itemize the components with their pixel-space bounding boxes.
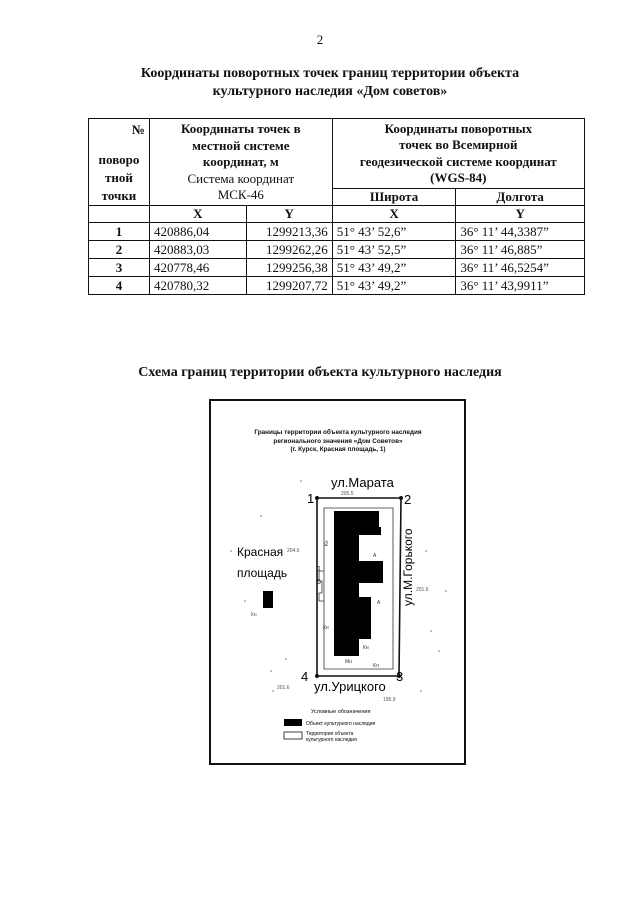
wgs-header-line-2: точек во Всемирной <box>399 137 518 152</box>
corner-point-2 <box>399 496 403 500</box>
heritage-building <box>334 511 383 656</box>
label-1: 1 <box>317 566 321 573</box>
wgs-header-line-4: (WGS-84) <box>430 170 487 185</box>
label-kn-4: Кн <box>251 612 257 618</box>
y2-header: Y <box>456 206 585 223</box>
table-row <box>89 259 585 277</box>
table-row <box>89 223 585 241</box>
map-title-line-2: регионального значения «Дом Советов» <box>273 437 403 445</box>
cell-y: 1299207,72 <box>246 277 332 295</box>
small-building <box>263 591 273 608</box>
document-title <box>140 65 520 101</box>
cell-x: 420886,04 <box>149 223 246 241</box>
point-label-1: 1 <box>307 491 315 506</box>
label-a-2: А <box>377 600 381 606</box>
cell-latitude: 51° 43’ 49,2” <box>332 277 456 295</box>
legend-territory-swatch <box>284 732 302 739</box>
point-number-header <box>89 119 150 206</box>
boundary-map <box>209 399 466 765</box>
wgs-header-line-1: Координаты поворотных <box>384 120 533 136</box>
legend-object-label: Объект культурного наследия <box>306 721 376 727</box>
cell-x: 420780,32 <box>149 277 246 295</box>
legend-title: Условные обозначения <box>311 709 371 715</box>
cell-latitude: 51° 43’ 49,2” <box>332 259 456 277</box>
point-number-label-2: тной <box>105 170 133 185</box>
x2-header: X <box>332 206 456 223</box>
cell-x: 420883,03 <box>149 241 246 259</box>
point-number: 3 <box>89 259 150 277</box>
number-symbol: № <box>131 122 145 137</box>
street-marata: ул.Марата <box>331 475 394 490</box>
cell-y: 1299213,36 <box>246 223 332 241</box>
point-label-2: 2 <box>404 492 412 507</box>
table-row <box>89 277 585 295</box>
wgs-header-line-3: геодезической системе координат <box>359 153 557 169</box>
parcel-step-detail <box>319 571 324 601</box>
point-number: 4 <box>89 277 150 295</box>
cell-longitude: 36° 11’ 43,9911” <box>456 277 585 295</box>
map-title-line-1: Границы территории объекта культурного наследия <box>254 429 422 436</box>
label-kl: Кл <box>373 663 379 669</box>
point-label-4: 4 <box>301 669 309 684</box>
coordinates-table <box>88 118 585 295</box>
square-label-2: площадь <box>237 566 288 580</box>
local-header-line-3: координат, м <box>202 154 279 169</box>
point-label-3: 3 <box>396 669 404 684</box>
local-coordinates-header <box>149 119 332 206</box>
cell-latitude: 51° 43’ 52,6” <box>332 223 456 241</box>
cell-y: 1299256,38 <box>246 259 332 277</box>
title-line-2: культурного наследия «Дом советов» <box>212 84 448 99</box>
title-line-1: Координаты поворотных точек границ территории объекта <box>140 66 520 81</box>
local-header-line-2: местной системе <box>192 137 290 153</box>
local-header-line-1: Координаты точек в <box>181 121 301 136</box>
legend-territory-label-2: культурного наследия <box>306 737 357 743</box>
legend-territory-label-1: Территория объекта <box>306 731 354 737</box>
cell-y: 1299262,26 <box>246 241 332 259</box>
elevation-bottom: 195.9 <box>383 697 396 703</box>
elevation-left: 201.6 <box>277 685 290 691</box>
cell-longitude: 36° 11’ 44,3387” <box>456 223 585 241</box>
legend-object-swatch <box>284 719 302 726</box>
corner-point-4 <box>315 674 319 678</box>
label-a: А <box>373 553 377 559</box>
longitude-header: Долгота <box>456 189 585 206</box>
label-kn-3: Кн <box>363 645 369 651</box>
street-gorkogo: ул.М.Горького <box>401 528 415 606</box>
latitude-header: Широта <box>332 189 456 206</box>
elevation-square: 204.6 <box>287 548 300 554</box>
cell-longitude: 36° 11’ 46,885” <box>456 241 585 259</box>
table-row <box>89 241 585 259</box>
label-kn: Кн <box>324 540 330 546</box>
y-header: Y <box>246 206 332 223</box>
label-5: 5 <box>317 579 321 586</box>
point-number: 2 <box>89 241 150 259</box>
map-title-line-3: (г. Курск, Красная площадь, 1) <box>290 446 386 453</box>
wgs-coordinates-header <box>332 119 584 189</box>
street-uritskogo: ул.Урицкого <box>314 679 386 694</box>
map-drawing <box>211 401 464 763</box>
scheme-title: Схема границ территории объекта культурного наследия <box>138 365 502 380</box>
elevation-right: 201.6 <box>416 587 429 593</box>
page-number: 2 <box>316 32 324 47</box>
local-header-line-5: МСК-46 <box>217 187 264 202</box>
corner-point-1 <box>315 496 319 500</box>
x-header: X <box>149 206 246 223</box>
local-header-line-4: Система координат <box>187 170 295 186</box>
cell-latitude: 51° 43’ 52,5” <box>332 241 456 259</box>
label-kn-2: Кн <box>323 625 329 631</box>
elevation-top: 205.5 <box>341 491 354 497</box>
label-mn: Мн <box>345 659 352 665</box>
point-number: 1 <box>89 223 150 241</box>
cell-longitude: 36° 11’ 46,5254” <box>456 259 585 277</box>
square-label-1: Красная <box>237 545 284 559</box>
point-number-label-3: точки <box>101 188 137 203</box>
cell-x: 420778,46 <box>149 259 246 277</box>
point-number-label-1: поворо <box>98 152 140 167</box>
